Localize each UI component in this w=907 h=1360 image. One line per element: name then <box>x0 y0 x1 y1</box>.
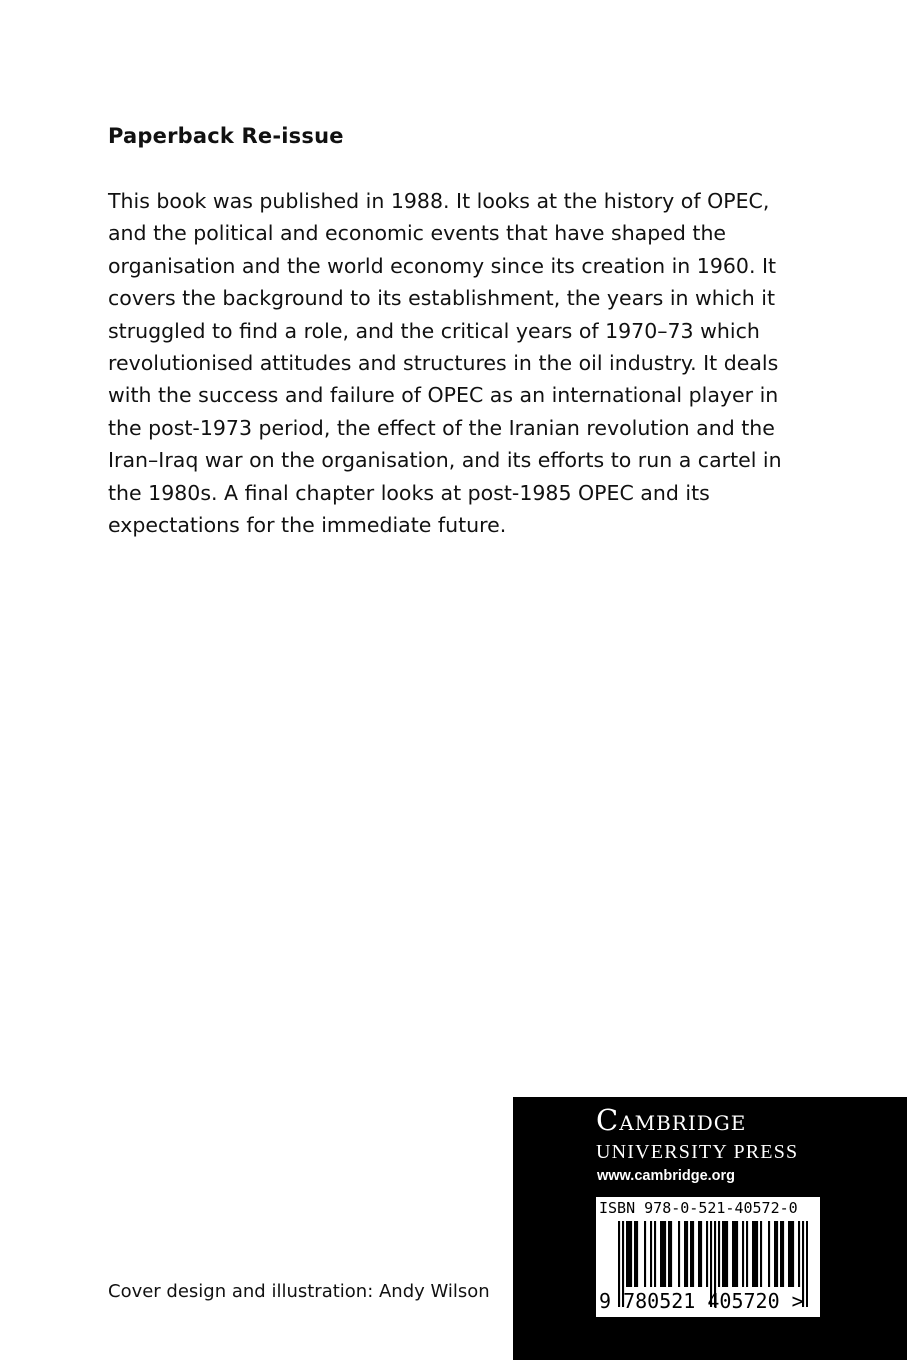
barcode-bar <box>678 1221 680 1287</box>
blurb-line: revolutionised attitudes and structures in the oil industry. It deals <box>108 351 779 376</box>
blurb-line: covers the background to its establishment, the years in which it <box>108 286 776 311</box>
blurb-line: struggled to find a role, and the critical years of 1970–73 which <box>108 318 760 343</box>
publisher-url: www.cambridge.org <box>597 1168 736 1184</box>
barcode-bar <box>788 1221 790 1287</box>
barcode-bar <box>736 1221 738 1287</box>
barcode-bar <box>630 1221 632 1287</box>
barcode-bar <box>706 1221 708 1287</box>
cover-credit: Cover design and illustration: Andy Wilson <box>108 1281 490 1302</box>
blurb-line: organisation and the world economy since its creation in 1960. It <box>108 253 777 278</box>
barcode-digits: 9 780521 405720 > <box>599 1289 804 1313</box>
barcode-bar <box>628 1221 630 1287</box>
barcode-bar <box>774 1221 776 1287</box>
barcode-bar <box>732 1221 734 1287</box>
publisher-name: Cambridge <box>596 1103 747 1137</box>
blurb-line: the post-1973 period, the effect of the Iranian revolution and the <box>108 415 775 440</box>
barcode-bar <box>776 1221 778 1287</box>
barcode-bar <box>718 1221 720 1287</box>
barcode-bar <box>754 1221 756 1287</box>
barcode-bar <box>768 1221 770 1287</box>
barcode-bar <box>790 1221 792 1287</box>
barcode-bar <box>780 1221 782 1287</box>
barcode-bar <box>756 1221 758 1287</box>
barcode-bar <box>782 1221 784 1287</box>
barcode-bar <box>726 1221 728 1287</box>
publisher-subname: UNIVERSITY PRESS <box>596 1141 799 1163</box>
barcode-bar <box>734 1221 736 1287</box>
blurb-line: This book was published in 1988. It looks at the history of OPEC, <box>108 189 770 213</box>
barcode-bar <box>634 1221 636 1287</box>
barcode-box <box>596 1197 820 1317</box>
barcode-bar <box>760 1221 762 1287</box>
barcode-bar <box>700 1221 702 1287</box>
barcode-bar <box>650 1221 652 1287</box>
barcode-bar <box>690 1221 692 1287</box>
barcode-bar <box>670 1221 672 1287</box>
barcode-bar <box>660 1221 662 1287</box>
barcode-bar <box>654 1221 656 1287</box>
barcode-bar <box>626 1221 628 1287</box>
barcode-bar <box>798 1221 800 1287</box>
barcode-bar <box>664 1221 666 1287</box>
blurb-line: the 1980s. A final chapter looks at post-1985 OPEC and its <box>108 480 710 505</box>
barcode-bar <box>752 1221 754 1287</box>
barcode-bar <box>722 1221 724 1287</box>
blurb-line: and the political and economic events that have shaped the <box>108 221 727 246</box>
barcode-bar <box>746 1221 748 1287</box>
barcode-bar <box>724 1221 726 1287</box>
isbn-label: ISBN 978-0-521-40572-0 <box>599 1199 798 1217</box>
barcode-bar <box>684 1221 686 1287</box>
blurb-line: expectations for the immediate future. <box>108 513 507 538</box>
barcode-bar <box>686 1221 688 1287</box>
blurb <box>108 185 782 541</box>
publisher-block <box>513 1097 907 1360</box>
barcode-bar <box>668 1221 670 1287</box>
barcode-bar <box>792 1221 794 1287</box>
heading: Paperback Re-issue <box>108 124 344 148</box>
barcode-bar <box>662 1221 664 1287</box>
barcode-bar <box>742 1221 744 1287</box>
barcode-bar <box>636 1221 638 1287</box>
barcode-bar <box>698 1221 700 1287</box>
barcode-bar <box>644 1221 646 1287</box>
blurb-line: Iran–Iraq war on the organisation, and its efforts to run a cartel in <box>108 448 782 473</box>
blurb-line: with the success and failure of OPEC as an international player in <box>108 383 779 408</box>
barcode-bar <box>692 1221 694 1287</box>
barcode-bar <box>806 1221 808 1307</box>
